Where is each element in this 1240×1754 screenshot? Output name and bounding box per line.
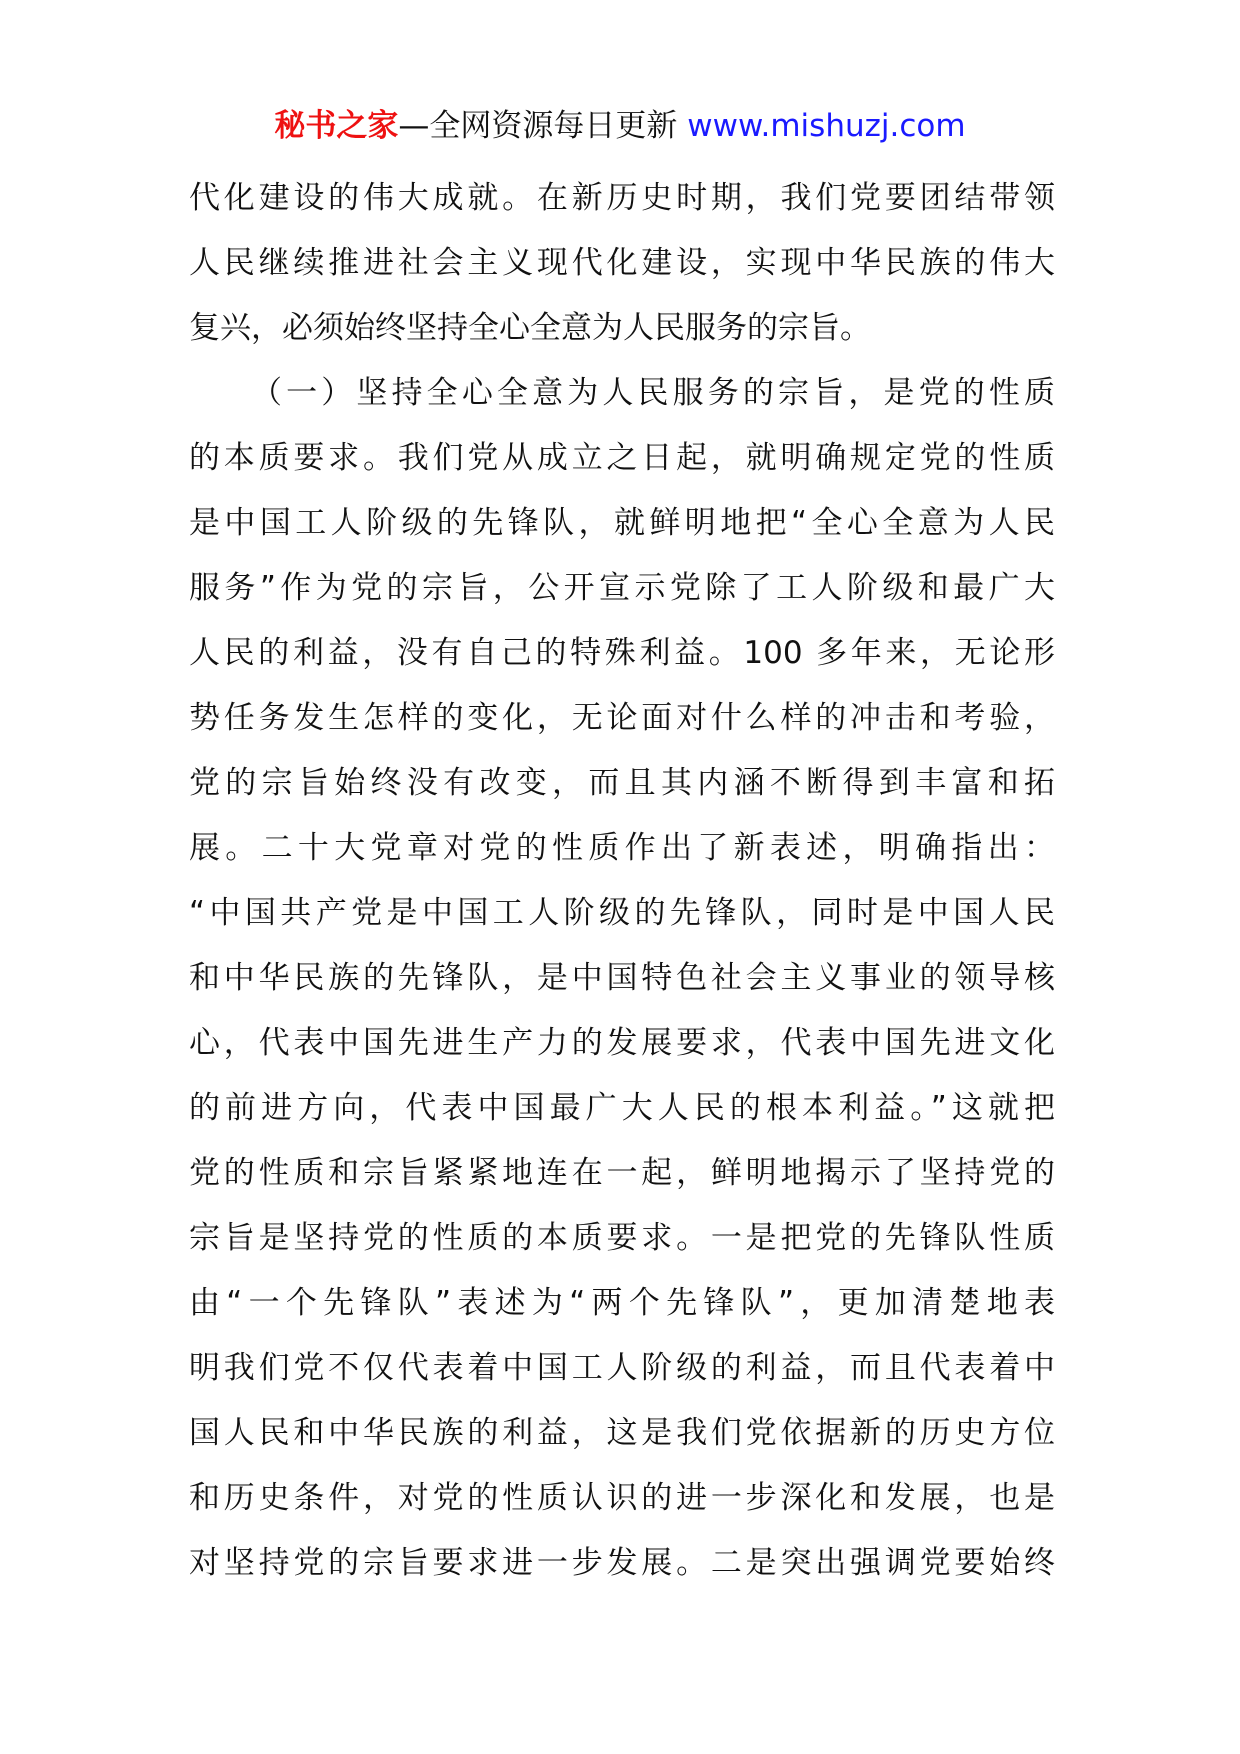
text-line: 宗旨是坚持党的性质的本质要求。一是把党的先锋队性质 [189, 1220, 1055, 1256]
text-line: 和中华民族的先锋队，是中国特色社会主义事业的领导核 [189, 960, 1055, 996]
text-line: 的本质要求。我们党从成立之日起，就明确规定党的性质 [189, 440, 1055, 476]
text-line: 人民继续推进社会主义现代化建设，实现中华民族的伟大 [189, 245, 1055, 281]
text-line: 的前进方向，代表中国最广大人民的根本利益。”这就把 [189, 1090, 1055, 1126]
text-line: 明我们党不仅代表着中国工人阶级的利益，而且代表着中 [189, 1350, 1055, 1386]
text-line: 展。二十大党章对党的性质作出了新表述，明确指出： [189, 830, 1055, 866]
page-header [0, 104, 1240, 148]
body-text [189, 166, 1055, 1596]
text-line: “中国共产党是中国工人阶级的先锋队，同时是中国人民 [189, 895, 1055, 931]
text-line: 是中国工人阶级的先锋队，就鲜明地把“全心全意为人民 [189, 505, 1055, 541]
section-heading-line: （一）坚持全心全意为人民服务的宗旨，是党的性质 [251, 375, 1055, 411]
text-line: 党的性质和宗旨紧紧地连在一起，鲜明地揭示了坚持党的 [189, 1155, 1055, 1191]
text-line: 人民的利益，没有自己的特殊利益。100 多年来，无论形 [189, 635, 1055, 671]
text-line: 心，代表中国先进生产力的发展要求，代表中国先进文化 [189, 1025, 1055, 1061]
header-tagline: —全网资源每日更新 [398, 108, 678, 144]
text-line: 服务”作为党的宗旨，公开宣示党除了工人阶级和最广大 [189, 570, 1055, 606]
text-line: 党的宗旨始终没有改变，而且其内涵不断得到丰富和拓 [189, 765, 1055, 801]
text-line: 和历史条件，对党的性质认识的进一步深化和发展，也是 [189, 1480, 1055, 1516]
text-line: 势任务发生怎样的变化，无论面对什么样的冲击和考验， [189, 700, 1055, 736]
header-url-link[interactable]: www.mishuzj.com [687, 108, 966, 144]
text-line: 代化建设的伟大成就。在新历史时期，我们党要团结带领 [189, 180, 1055, 216]
header-brand: 秘书之家 [274, 108, 399, 144]
text-line: 由“一个先锋队”表述为“两个先锋队”，更加清楚地表 [189, 1285, 1055, 1321]
text-line: 国人民和中华民族的利益，这是我们党依据新的历史方位 [189, 1415, 1055, 1451]
text-line: 对坚持党的宗旨要求进一步发展。二是突出强调党要始终 [189, 1545, 1055, 1581]
text-line: 复兴，必须始终坚持全心全意为人民服务的宗旨。 [189, 310, 871, 346]
